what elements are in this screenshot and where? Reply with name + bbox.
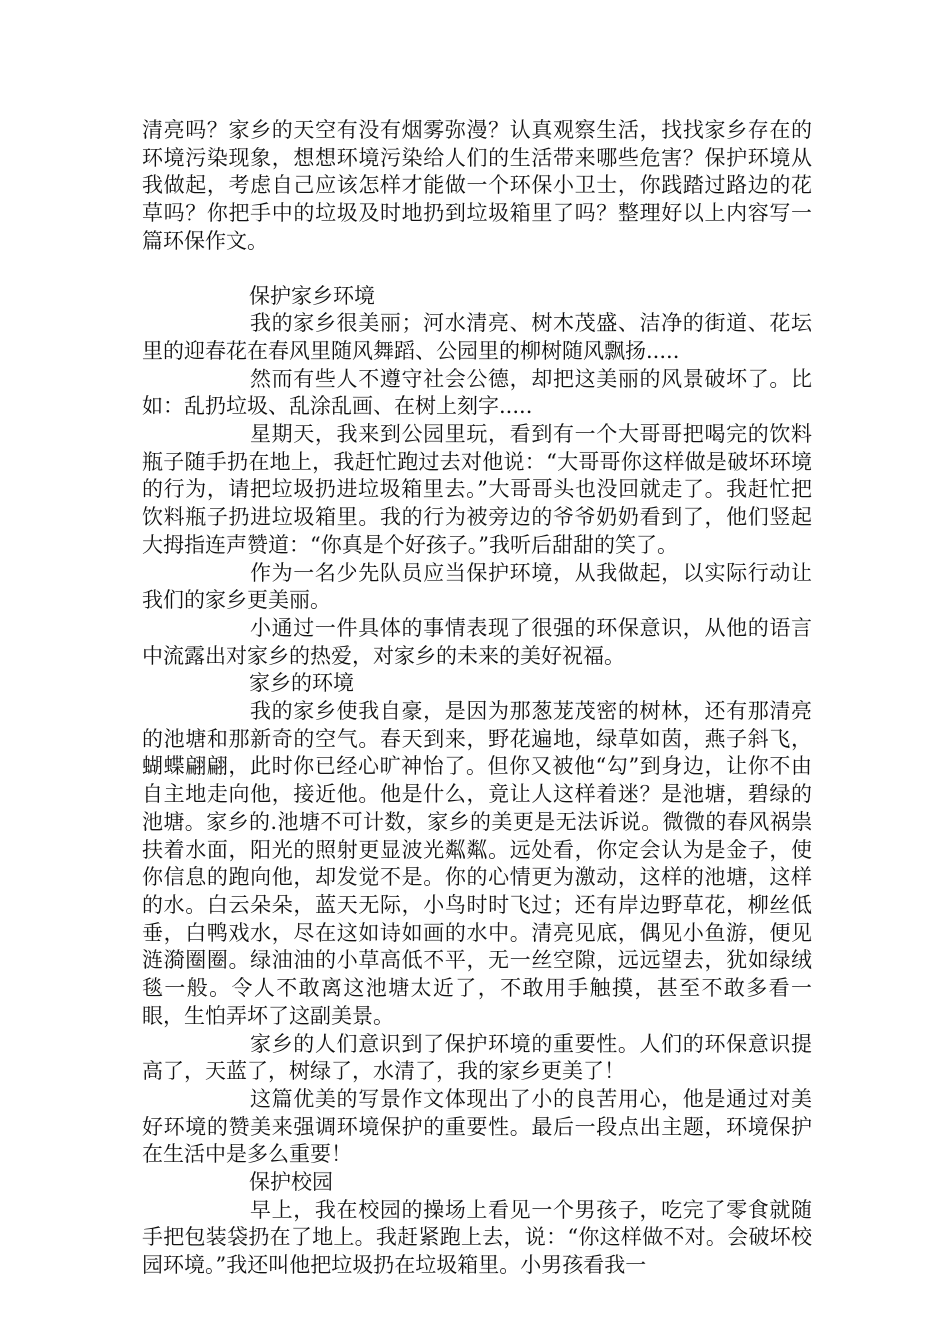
paragraph: 然而有些人不遵守社会公德，却把这美丽的风景破坏了。比如：乱扔垃圾、乱涂乱画、在树上刻字..... xyxy=(142,366,812,419)
spacer xyxy=(142,256,812,283)
essay-title-2: 家乡的环境 xyxy=(249,671,354,696)
paragraph: 早上，我在校园的操场上看见一个男孩子，吃完了零食就随手把包装袋扔在了地上。我赶紧跑上去，说：“你这样做不对。会破坏校园环境。”我还叫他把垃圾扔在垃圾箱里。小男孩看我一 xyxy=(142,1197,812,1278)
document-body xyxy=(142,117,812,1280)
essay-title-1: 保护家乡环境 xyxy=(249,283,375,308)
paragraph: 星期天，我来到公园里玩，看到有一个大哥哥把喝完的饮料瓶子随手扔在地上，我赶忙跑过去对他说：“大哥哥你这样做是破坏环境的行为，请把垃圾扔进垃圾箱里去。”大哥哥头也没回就走了。我赶忙把饮料瓶子扔进垃圾箱里。我的行为被旁边的爷爷奶奶看到了，他们竖起大拇指连声赞道：“你真是个好孩子。”我听后甜甜的笑了。 xyxy=(142,422,812,557)
paragraph: 作为一名少先队员应当保护环境，从我做起，以实际行动让我们的家乡更美丽。 xyxy=(142,560,812,613)
essay-title-3: 保护校园 xyxy=(249,1170,333,1195)
paragraph: 家乡的人们意识到了保护环境的重要性。人们的环保意识提高了，天蓝了，树绿了，水清了，我的家乡更美了！ xyxy=(142,1031,812,1084)
comment-paragraph: 小通过一件具体的事情表现了很强的环保意识，从他的语言中流露出对家乡的热爱，对家乡的未来的美好祝福。 xyxy=(142,615,812,668)
comment-paragraph: 这篇优美的写景作文体现出了小的良苦用心，他是通过对美好环境的赞美来强调环境保护的重要性。最后一段点出主题，环境保护在生活中是多么重要！ xyxy=(142,1086,812,1167)
paragraph: 我的家乡很美丽；河水清亮、树木茂盛、洁净的街道、花坛里的迎春花在春风里随风舞蹈、公园里的柳树随风飘扬..... xyxy=(142,311,812,363)
paragraph: 我的家乡使我自豪，是因为那葱茏茂密的树林，还有那清亮的池塘和那新奇的空气。春天到来，野花遍地，绿草如茵，燕子斜飞，蝴蝶翩翩，此时你已经心旷神怡了。但你又被他“勾”到身边，让你不由自主地走向他，接近他。他是什么，竟让人这样着迷？是池塘，碧绿的池塘。家乡的.池塘不可计数，家乡的美更是无法诉说。微微的春风祸祟扶着水面，阳光的照射更显波光粼粼。远处看，你定会认为是金子，使你信息的跑向他，却发觉不是。你的心情更为激动，这样的池塘，这样的水。白云朵朵，蓝天无际，小鸟时时飞过；还有岸边野草花，柳丝低垂，白鸭戏水，尽在这如诗如画的水中。清亮见底，偶见小鱼游，便见涟漪圈圈。绿油油的小草高低不平，无一丝空隙，远远望去，犹如绿绒毯一般。令人不敢离这池塘太近了，不敢用手触摸，甚至不敢多看一眼，生怕弄坏了这副美景。 xyxy=(142,699,812,1028)
intro-paragraph: 清亮吗？家乡的天空有没有烟雾弥漫？认真观察生活，找找家乡存在的环境污染现象，想想环境污染给人们的生活带来哪些危害？保护环境从我做起，考虑自己应该怎样才能做一个环保小卫士，你践踏过路边的花草吗？你把手中的垃圾及时地扔到垃圾箱里了吗？整理好以上内容写一篇环保作文。 xyxy=(142,118,812,253)
